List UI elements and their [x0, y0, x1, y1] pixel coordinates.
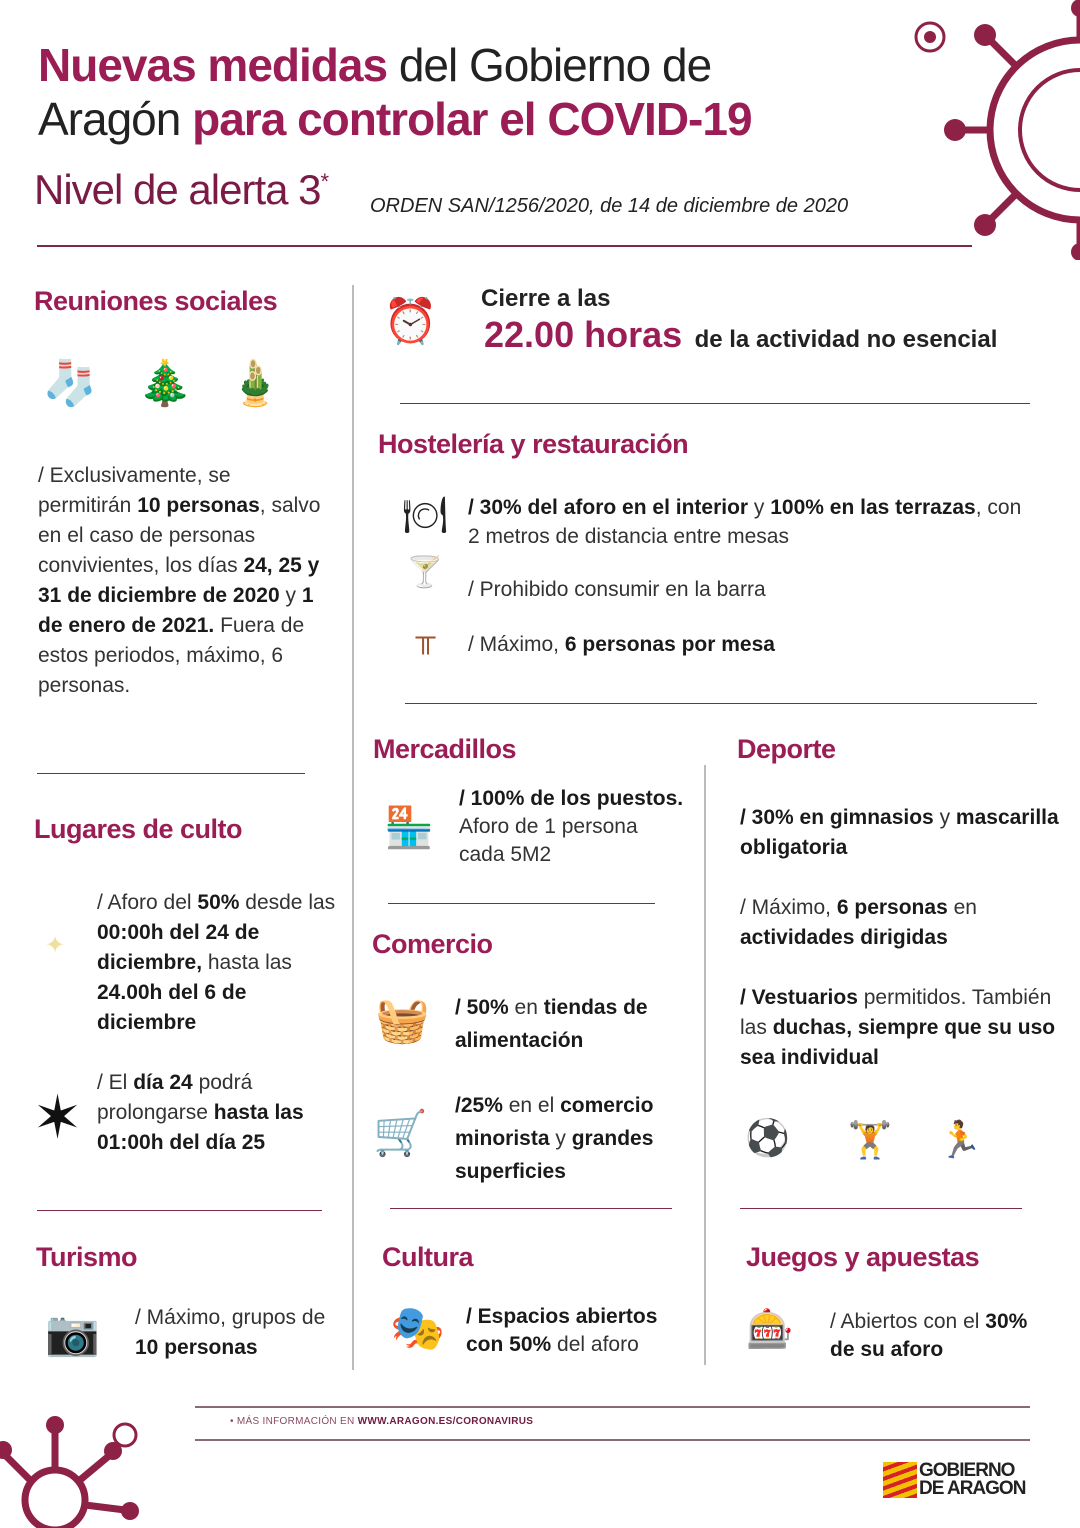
bold-text: Nuevas medidas	[38, 39, 388, 91]
divider	[390, 1208, 672, 1209]
column-divider-left	[352, 285, 354, 1370]
alarm-clock-icon: ⏰	[383, 296, 438, 346]
text: y	[549, 1127, 572, 1150]
bold-text: tiendas de alimentación	[455, 996, 648, 1052]
culto-text-2	[97, 1068, 342, 1158]
bold-text: 50%	[197, 891, 240, 914]
hosteleria-item	[468, 493, 1033, 551]
deporte-item	[740, 893, 1060, 953]
bold-text: 6 personas por mesa	[564, 633, 775, 656]
bold-text: para controlar el COVID-19	[192, 93, 752, 145]
title-line-1	[38, 38, 711, 92]
bold-text: 10 personas	[135, 1336, 258, 1359]
text: permitidos. También las	[740, 986, 1052, 1039]
order-reference: ORDEN SAN/1256/2020, de 14 de diciembre de 2020	[370, 195, 849, 217]
section-title-turismo: Turismo	[36, 1242, 138, 1272]
text: , salvo en el caso de personas convivientes, los días	[38, 494, 321, 577]
text: / Abiertos con el	[830, 1310, 986, 1333]
text: en	[947, 896, 977, 919]
bold-text: / Espacios abiertos con 50%	[466, 1305, 658, 1356]
virus-icon	[940, 0, 1080, 260]
bold-text: comercio minorista	[455, 1094, 654, 1150]
juegos-text	[830, 1308, 1050, 1364]
bold-text: grandes superficies	[455, 1127, 654, 1183]
bold-text: duchas, siempre que su uso sea individual	[740, 1016, 1056, 1069]
divider	[388, 903, 655, 904]
text: del Gobierno de	[387, 39, 712, 91]
cierre-time-line	[484, 314, 997, 356]
deporte-item	[740, 803, 1060, 863]
ornaments-icon: 🎍	[227, 358, 283, 408]
more-info: • MÁS INFORMACIÓN EN WWW.ARAGON.ES/CORONAVIRUS	[230, 1416, 534, 1427]
runner-icon: 🏃	[937, 1119, 983, 1160]
market-stall-icon: 🏪	[384, 806, 434, 850]
hosteleria-item	[468, 630, 1028, 660]
mercadillos-text	[459, 785, 684, 869]
text: / Máximo, grupos de	[135, 1306, 326, 1329]
bold-text: /25%	[455, 1094, 503, 1117]
star-icon: ✶	[32, 1083, 83, 1151]
divider	[400, 403, 1030, 404]
text: hasta las	[202, 951, 292, 974]
bold-text: 10 personas	[137, 494, 260, 517]
soccer-ball-icon: ⚽	[745, 1116, 790, 1158]
section-title-reuniones: Reuniones sociales	[34, 286, 278, 316]
asterisk: *	[320, 169, 329, 194]
section-title-culto: Lugares de culto	[34, 814, 243, 844]
bold-text: / 30% del aforo en el interior	[468, 496, 749, 519]
bold-text: mascarilla obligatoria	[740, 806, 1059, 859]
divider	[740, 1208, 1022, 1209]
logo-line-1: GOBIERNO	[919, 1460, 1015, 1481]
bold-text: día 24	[133, 1071, 193, 1094]
bold-text: / 100% de los puestos.	[459, 787, 684, 810]
section-title-juegos: Juegos y apuestas	[746, 1242, 980, 1272]
comercio-item	[455, 991, 695, 1057]
section-title-mercadillos: Mercadillos	[373, 734, 517, 764]
text: del aforo	[551, 1333, 639, 1356]
stocking-icon: 🧦	[42, 358, 98, 408]
divider	[405, 703, 1037, 704]
alert-level	[34, 166, 328, 214]
bold-text: hasta las 01:00h del día 25	[97, 1101, 304, 1154]
bold-text: 24.00h del 6 de diciembre	[97, 981, 247, 1034]
camera-icon: 📷	[45, 1308, 100, 1358]
weightlifter-icon: 🏋	[847, 1119, 893, 1160]
cloche-icon: 🍽	[402, 494, 448, 535]
table-icon: ╥	[415, 621, 436, 652]
text: / Máximo,	[740, 896, 837, 919]
divider	[37, 1210, 322, 1211]
bold-text: 24, 25 y 31 de diciembre de 2020	[38, 554, 320, 607]
culto-text-1	[97, 888, 347, 1038]
footer-divider-bottom	[195, 1439, 1030, 1441]
aragon-flag-icon	[883, 1462, 917, 1498]
bold-text: 6 personas	[836, 896, 948, 919]
text: / Aforo del	[97, 891, 198, 914]
text: / El	[97, 1071, 134, 1094]
theater-masks-icon: 🎭	[390, 1303, 445, 1353]
text: / Exclusivamente, se permitirán	[38, 464, 231, 517]
cierre-time: 22.00 horas	[484, 314, 683, 355]
grocery-basket-icon: 🧺	[375, 996, 430, 1045]
hosteleria-item	[468, 575, 1028, 605]
cierre-suffix: de la actividad no esencial	[694, 326, 998, 353]
text: y	[279, 584, 302, 607]
text: / Prohibido consumir en la barra	[468, 578, 766, 601]
poker-chips-icon: 🎰	[746, 1309, 794, 1351]
section-title-cultura: Cultura	[382, 1242, 473, 1272]
text: y	[748, 496, 771, 519]
christmas-tree-icon: 🎄	[137, 358, 193, 408]
reuniones-text	[38, 461, 323, 701]
section-title-deporte: Deporte	[737, 734, 836, 764]
shopping-cart-icon: 🛒	[373, 1108, 428, 1158]
text: Aforo de 1 persona cada 5M2	[459, 815, 638, 866]
bold-text: actividades dirigidas	[740, 926, 948, 949]
small-virus-icon	[905, 12, 955, 62]
section-title-comercio: Comercio	[372, 929, 493, 959]
bold-text: 1 de enero de 2021.	[38, 584, 314, 637]
text: y	[933, 806, 956, 829]
logo-line-2: DE ARAGON	[919, 1478, 1026, 1499]
text: desde las	[239, 891, 336, 914]
cocktail-icon: 🍸	[406, 556, 444, 589]
turismo-text	[135, 1303, 335, 1363]
text: , con 2 metros de distancia entre mesas	[468, 496, 1022, 548]
virus-icon-bottom	[0, 1405, 150, 1528]
alert-level-text: Nivel de alerta 3	[34, 166, 321, 213]
cierre-label: Cierre a las	[481, 285, 611, 312]
section-title-hosteleria: Hostelería y restauración	[378, 429, 689, 459]
bold-text: / Vestuarios	[740, 986, 858, 1009]
sparkle-icon: ✦	[44, 931, 66, 959]
cultura-text	[466, 1303, 696, 1359]
header-divider	[37, 245, 972, 247]
bold-text: / 30% en gimnasios	[740, 806, 934, 829]
divider	[37, 773, 305, 774]
footer-divider-top	[195, 1406, 1030, 1408]
bold-text: / 50%	[455, 996, 509, 1019]
more-info-link[interactable]: WWW.ARAGON.ES/CORONAVIRUS	[357, 1416, 534, 1427]
bold-text: 00:00h del 24 de diciembre,	[97, 921, 260, 974]
bold-text: 30% de su aforo	[830, 1310, 1028, 1361]
text: podrá prolongarse	[97, 1071, 253, 1124]
gobierno-aragon-logo	[883, 1462, 1025, 1498]
bold-text: 100% en las terrazas	[770, 496, 976, 519]
text: Aragón	[38, 93, 193, 145]
text: / Máximo,	[468, 633, 565, 656]
more-info-label: MÁS INFORMACIÓN EN	[236, 1416, 358, 1427]
text: en	[508, 996, 544, 1019]
text: en el	[502, 1094, 561, 1117]
comercio-item	[455, 1089, 700, 1188]
column-divider-right	[704, 765, 706, 1365]
title-line-2	[38, 92, 752, 146]
text: Fuera de estos periodos, máximo, 6 personas.	[38, 614, 305, 697]
deporte-item	[740, 983, 1060, 1073]
